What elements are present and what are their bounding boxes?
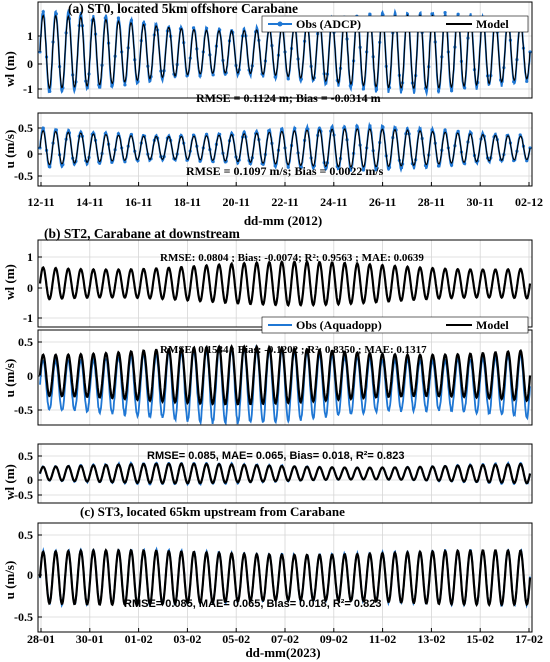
- series-marker-obs: [55, 128, 58, 131]
- series-marker-obs: [55, 12, 58, 15]
- legend-label-model: Model: [476, 318, 509, 332]
- legend-label-obs: Obs (ADCP): [296, 17, 361, 31]
- series-marker-obs: [457, 130, 460, 133]
- series-marker-obs: [192, 26, 195, 29]
- x-tick-label: 05-02: [222, 632, 251, 646]
- x-tick-label: 16-11: [124, 195, 153, 209]
- panel-c-wl-ylabel: wl (m): [2, 464, 17, 500]
- x-tick-label: 20-11: [222, 195, 250, 209]
- panel-a-xlabel: dd-mm (2012): [243, 213, 323, 228]
- series-marker-obs: [525, 80, 528, 83]
- y-tick-label: 0: [27, 473, 33, 487]
- y-tick-label: 0.5: [18, 121, 33, 135]
- y-tick-label: 0: [27, 281, 33, 295]
- panel-c-xlabel: dd-mm(2023): [245, 645, 321, 660]
- y-tick-label: -0.5: [14, 403, 33, 417]
- panel-c-u-stats: RMSE= 0.085, MAE= 0.065, Bias= 0.018, R²= 0.823: [124, 598, 382, 610]
- series-marker-obs: [368, 124, 371, 127]
- x-tick-label: 28-11: [417, 195, 446, 209]
- y-tick-label: 0.5: [18, 528, 33, 542]
- series-marker-obs: [381, 126, 384, 129]
- series-marker-obs: [450, 89, 453, 92]
- panel-c-wl-stats: RMSE= 0.085, MAE= 0.065, Bias= 0.018, R²= 0.823: [147, 450, 405, 462]
- x-tick-label: 12-11: [27, 195, 55, 209]
- legend-top-wl: [262, 16, 528, 32]
- series-marker-obs: [110, 85, 113, 88]
- series-marker-obs: [450, 164, 453, 167]
- panel-c-u-ylabel: u (m/s): [2, 560, 17, 600]
- x-tick-label: 07-02: [271, 632, 299, 646]
- x-tick-label: 03-02: [173, 632, 202, 646]
- series-marker-obs: [42, 127, 45, 130]
- y-tick-label: -0.5: [14, 610, 33, 624]
- panel-c-title: (c) ST3, located 65km upstream from Carabane: [80, 504, 345, 519]
- x-tick-label: 09-02: [319, 632, 348, 646]
- panel-b-wl-ylabel: wl (m): [2, 264, 17, 300]
- series-marker-obs: [104, 16, 107, 19]
- series-marker-obs: [437, 89, 440, 92]
- series-marker-obs: [117, 16, 120, 19]
- y-tick-label: 0: [27, 568, 33, 582]
- series-marker-obs: [48, 165, 51, 168]
- series-marker-obs: [355, 124, 358, 127]
- x-tick-label: 30-11: [466, 195, 494, 209]
- panel-a-wl-ylabel: wl (m): [2, 51, 17, 87]
- series-marker-obs: [130, 19, 133, 22]
- legend-mid-u: [262, 317, 528, 333]
- y-tick-label: 1: [27, 29, 33, 43]
- y-tick-label: 0: [27, 369, 33, 383]
- y-tick-label: 1: [27, 250, 33, 264]
- y-tick-label: -1: [23, 311, 33, 325]
- x-tick-label: 24-11: [320, 195, 348, 209]
- panel-a-u-ylabel: u (m/s): [2, 129, 17, 169]
- series-marker-obs: [293, 127, 296, 130]
- panel-b-title: (b) ST2, Carabane at downstream: [44, 226, 240, 241]
- series-marker-obs: [512, 80, 515, 83]
- x-tick-label: 15-02: [466, 632, 495, 646]
- series-marker-obs: [457, 13, 460, 16]
- series-marker-obs: [443, 128, 446, 131]
- y-tick-label: 0: [27, 147, 33, 161]
- series-marker-obs: [198, 74, 201, 77]
- series-marker-obs: [212, 73, 215, 76]
- series-marker-obs: [437, 164, 440, 167]
- series-marker-obs: [349, 84, 352, 87]
- y-tick-label: 0.5: [18, 335, 33, 349]
- legend-marker-obs: [278, 22, 283, 27]
- x-tick-label: 02-12: [515, 195, 543, 209]
- x-tick-label: 26-11: [368, 195, 397, 209]
- y-tick-label: -0.5: [14, 488, 33, 502]
- y-tick-label: 0.5: [18, 449, 33, 463]
- x-tick-label: 30-01: [75, 632, 104, 646]
- series-marker-obs: [274, 75, 277, 78]
- series-marker-obs: [48, 90, 51, 93]
- y-tick-label: 0: [27, 57, 33, 71]
- series-marker-obs: [430, 128, 433, 131]
- panel-b-u-stats: RMSE: 0.1534 ; Bias: -0.1202 ; R²: 0.8350 ; MAE: 0.1317: [160, 344, 427, 356]
- legend-label-obs: Obs (Aquadopp): [296, 318, 382, 332]
- series-marker-obs: [42, 10, 45, 13]
- legend-label-model: Model: [476, 17, 509, 31]
- x-tick-label: 13-02: [417, 632, 446, 646]
- x-tick-label: 11-02: [368, 632, 397, 646]
- y-tick-label: -0.5: [14, 169, 33, 183]
- series-marker-obs: [368, 13, 371, 16]
- y-tick-label: -1: [23, 82, 33, 96]
- series-marker-obs: [287, 77, 290, 80]
- x-tick-label: 28-01: [27, 632, 55, 646]
- x-tick-label: 17-02: [515, 632, 543, 646]
- panel-b-u-ylabel: u (m/s): [2, 358, 17, 398]
- panel-a-wl-stats: RMSE = 0.1124 m; Bias = -0.0314 m: [196, 91, 381, 105]
- panel-low-u: [14, 523, 532, 632]
- series-marker-obs: [443, 11, 446, 14]
- series-marker-obs: [205, 27, 208, 30]
- x-axis-low-u: [27, 628, 543, 646]
- panel-b-wl-stats: RMSE: 0.0804 ; Bias: -0.0074; R²: 0.9563 ; MAE: 0.0639: [160, 252, 424, 264]
- x-tick-label: 01-02: [124, 632, 153, 646]
- x-tick-label: 14-11: [76, 195, 104, 209]
- x-tick-label: 18-11: [173, 195, 202, 209]
- panel-a-title: (a) ST0, located 5km offshore Carabane: [68, 1, 298, 16]
- panel-a-u-stats: RMSE = 0.1097 m/s; Bias = 0.0022 m/s: [186, 164, 384, 178]
- series-marker-obs: [463, 86, 466, 89]
- x-tick-label: 22-11: [271, 195, 299, 209]
- series-marker-obs: [430, 12, 433, 15]
- series-marker-obs: [280, 127, 283, 130]
- series-marker-obs: [123, 83, 126, 86]
